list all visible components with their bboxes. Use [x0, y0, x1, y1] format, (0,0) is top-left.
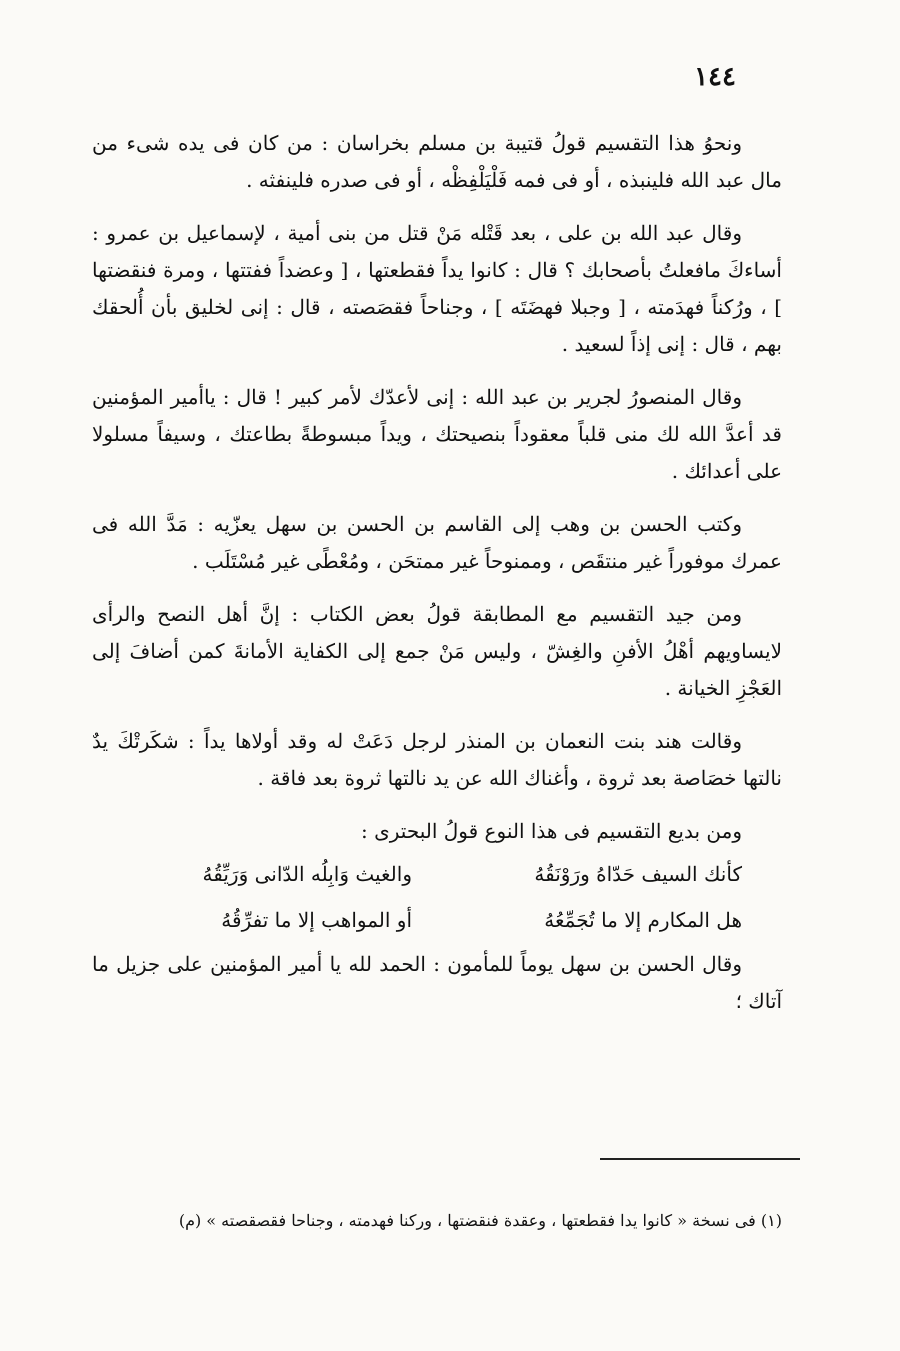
verse-hemistich-first: هل المكارم إلا ما تُجَمِّعُهُ — [544, 908, 742, 932]
page-number: ١٤٤ — [694, 62, 736, 92]
body-text — [92, 125, 782, 1036]
paragraph-abdullah-ibn-ali: وقال عبد الله بن على ، بعد قَتْله مَنْ قتل من بنى أمية ، لإسماعيل بن عمرو : أساءكَ مافعلتُ بأصحابك ؟ قال : كانوا يداً فقطعتها ، [ وعضداً ففتتها ، ومرة فنقضتها ] ، ورُكناً فهدَمته ، [ وجبلا فهضَتَه ] ، وجناحاً فقصَصته ، قال : إنى لخليق بأن أُلحقك بهم ، قال : إنى إذاً لسعيد . — [92, 221, 782, 356]
footnote: (١) فى نسخة « كانوا يدا فقطعتها ، وعقدة فنقضتها ، وركنا فهدمته ، وجناحا فقصقصته » (م) — [178, 1211, 782, 1230]
paragraph-hasan-ibn-sahl: وقال الحسن بن سهل يوماً للمأمون : الحمد لله يا أمير المؤمنين على جزيل ما آتاك ؛ — [92, 952, 782, 1013]
footnote-divider — [600, 1158, 800, 1160]
verse-hemistich-second: أو المواهب إلا ما تفرِّقُهُ — [221, 908, 412, 932]
paragraph-hasan-ibn-wahb: وكتب الحسن بن وهب إلى القاسم بن الحسن بن سهل يعزّيه : مَدَّ الله فى عمرك موفوراً غير منتقَص ، وممنوحاً غير ممتحَن ، ومُعْطًى غير مُسْتَلَب . — [92, 512, 782, 573]
verse-hemistich-second: والغيث وَابِلُه الدّانى وَرَيِّقُهُ — [202, 862, 412, 886]
paragraph-taqsim-mutabaqa: ومن جيد التقسيم مع المطابقة قولُ بعض الكتاب : إنَّ أهل النصح والرأى لايساويهم أهْلُ الأفنِ والغِشّ ، وليس مَنْ جمع إلى الكفاية الأمانةَ كمن أضافَ إلى العَجْزِ الخيانة . — [92, 602, 782, 700]
paragraph-qutayba: ونحوُ هذا التقسيم قولُ قتيبة بن مسلم بخراسان : من كان فى يده شىء من مال عبد الله فلينبذه ، أو فى فمه فَلْيَلْفِظْه ، أو فى صدره فلينفثه . — [92, 131, 782, 192]
verse-intro: ومن بديع التقسيم فى هذا النوع قولُ البحترى : — [361, 819, 742, 843]
verse-hemistich-first: كأنك السيف حَدّاهُ ورَوْنَقُهُ — [534, 862, 742, 886]
verse-line — [92, 854, 782, 894]
paragraph-hind: وقالت هند بنت النعمان بن المنذر لرجل دَعَتْ له وقد أولاها يداً : شكَرتْكَ يدٌ نالتها خصَاصة بعد ثروة ، وأغناك الله عن يد نالتها ثروة بعد فاقة . — [92, 729, 782, 790]
paragraph-mansur: وقال المنصورُ لجرير بن عبد الله : إنى لأعدّك لأمر كبير ! قال : ياأمير المؤمنين قد أعدَّ الله لك منى قلباً معقوداً بنصيحتك ، ويداً مبسوطةً بطاعتك ، وسيفاً مسلولا على أعدائك . — [92, 385, 782, 483]
verse-line — [92, 900, 782, 940]
